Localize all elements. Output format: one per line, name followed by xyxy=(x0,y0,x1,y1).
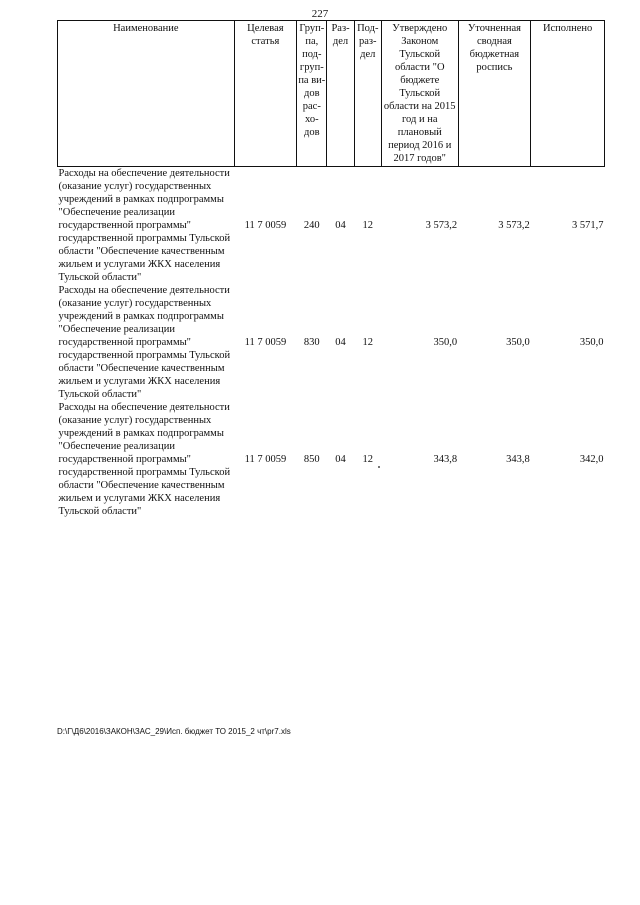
row-revised: 350,0 xyxy=(506,337,530,348)
row-approved: 3 573,2 xyxy=(425,220,458,231)
row-subsection: 12 xyxy=(362,337,374,348)
scan-speck xyxy=(378,466,380,468)
row-name: Расходы на обеспечение деятельности (оказание услуг) государственных учреждений в рамках подпрограммы "Обеспечение реализации государственной программы" государственной программы Тульской области "Обеспечение качественным жильем и услугами ЖКХ населения Тульской области" xyxy=(58,168,231,283)
row-subsection: 12 xyxy=(362,454,374,465)
row-name: Расходы на обеспечение деятельности (оказание услуг) государственных учреждений в рамках подпрограммы "Обеспечение реализации государственной программы" государственной программы Тульской области "Обеспечение качественным жильем и услугами ЖКХ населения Тульской области" xyxy=(58,402,231,517)
row-subsection: 12 xyxy=(362,220,374,231)
row-group: 830 xyxy=(303,337,320,348)
row-approved: 350,0 xyxy=(433,337,458,348)
table-body xyxy=(58,167,605,519)
row-executed: 342,0 xyxy=(579,454,604,465)
header-approved: Утверждено Законом Тульской области "О бюджете Тульской области на 2015 год и на плановый период 2016 и 2017 годов" xyxy=(381,21,458,167)
table-header xyxy=(58,21,605,167)
row-target: 11 7 0059 xyxy=(244,454,287,465)
table-row xyxy=(58,401,605,518)
header-executed: Исполнено xyxy=(531,21,605,167)
row-target: 11 7 0059 xyxy=(244,337,287,348)
header-target: Целевая статья xyxy=(234,21,297,167)
row-executed: 350,0 xyxy=(579,337,604,348)
file-path-footer: D:\Г\Д6\2016\ЗАКОН\ЗАС_29\Исп. бюджет ТО 2015_2 чт\pr7.xls xyxy=(57,727,291,736)
header-name: Наименование xyxy=(58,21,235,167)
header-revised: Уточненная сводная бюджетная роспись xyxy=(458,21,531,167)
row-approved: 343,8 xyxy=(433,454,458,465)
row-group: 850 xyxy=(303,454,320,465)
table-row xyxy=(58,284,605,401)
row-revised: 343,8 xyxy=(506,454,530,465)
row-section: 04 xyxy=(335,337,346,348)
row-name: Расходы на обеспечение деятельности (оказание услуг) государственных учреждений в рамках подпрограммы "Обеспечение реализации государственной программы" государственной программы Тульской области "Обеспечение качественным жильем и услугами ЖКХ населения Тульской области" xyxy=(58,285,231,400)
row-revised: 3 573,2 xyxy=(498,220,530,231)
row-section: 04 xyxy=(335,220,346,231)
row-target: 11 7 0059 xyxy=(244,220,287,231)
row-section: 04 xyxy=(335,454,346,465)
header-subsection: Под-раз-дел xyxy=(354,21,381,167)
row-group: 240 xyxy=(303,220,320,231)
page-number: 227 xyxy=(311,8,329,20)
header-group: Груп-па, под-груп-па ви-дов рас-хо-дов xyxy=(297,21,327,167)
header-section: Раз-дел xyxy=(327,21,354,167)
budget-table xyxy=(57,20,605,518)
row-executed: 3 571,7 xyxy=(572,220,604,231)
table-row xyxy=(58,167,605,285)
